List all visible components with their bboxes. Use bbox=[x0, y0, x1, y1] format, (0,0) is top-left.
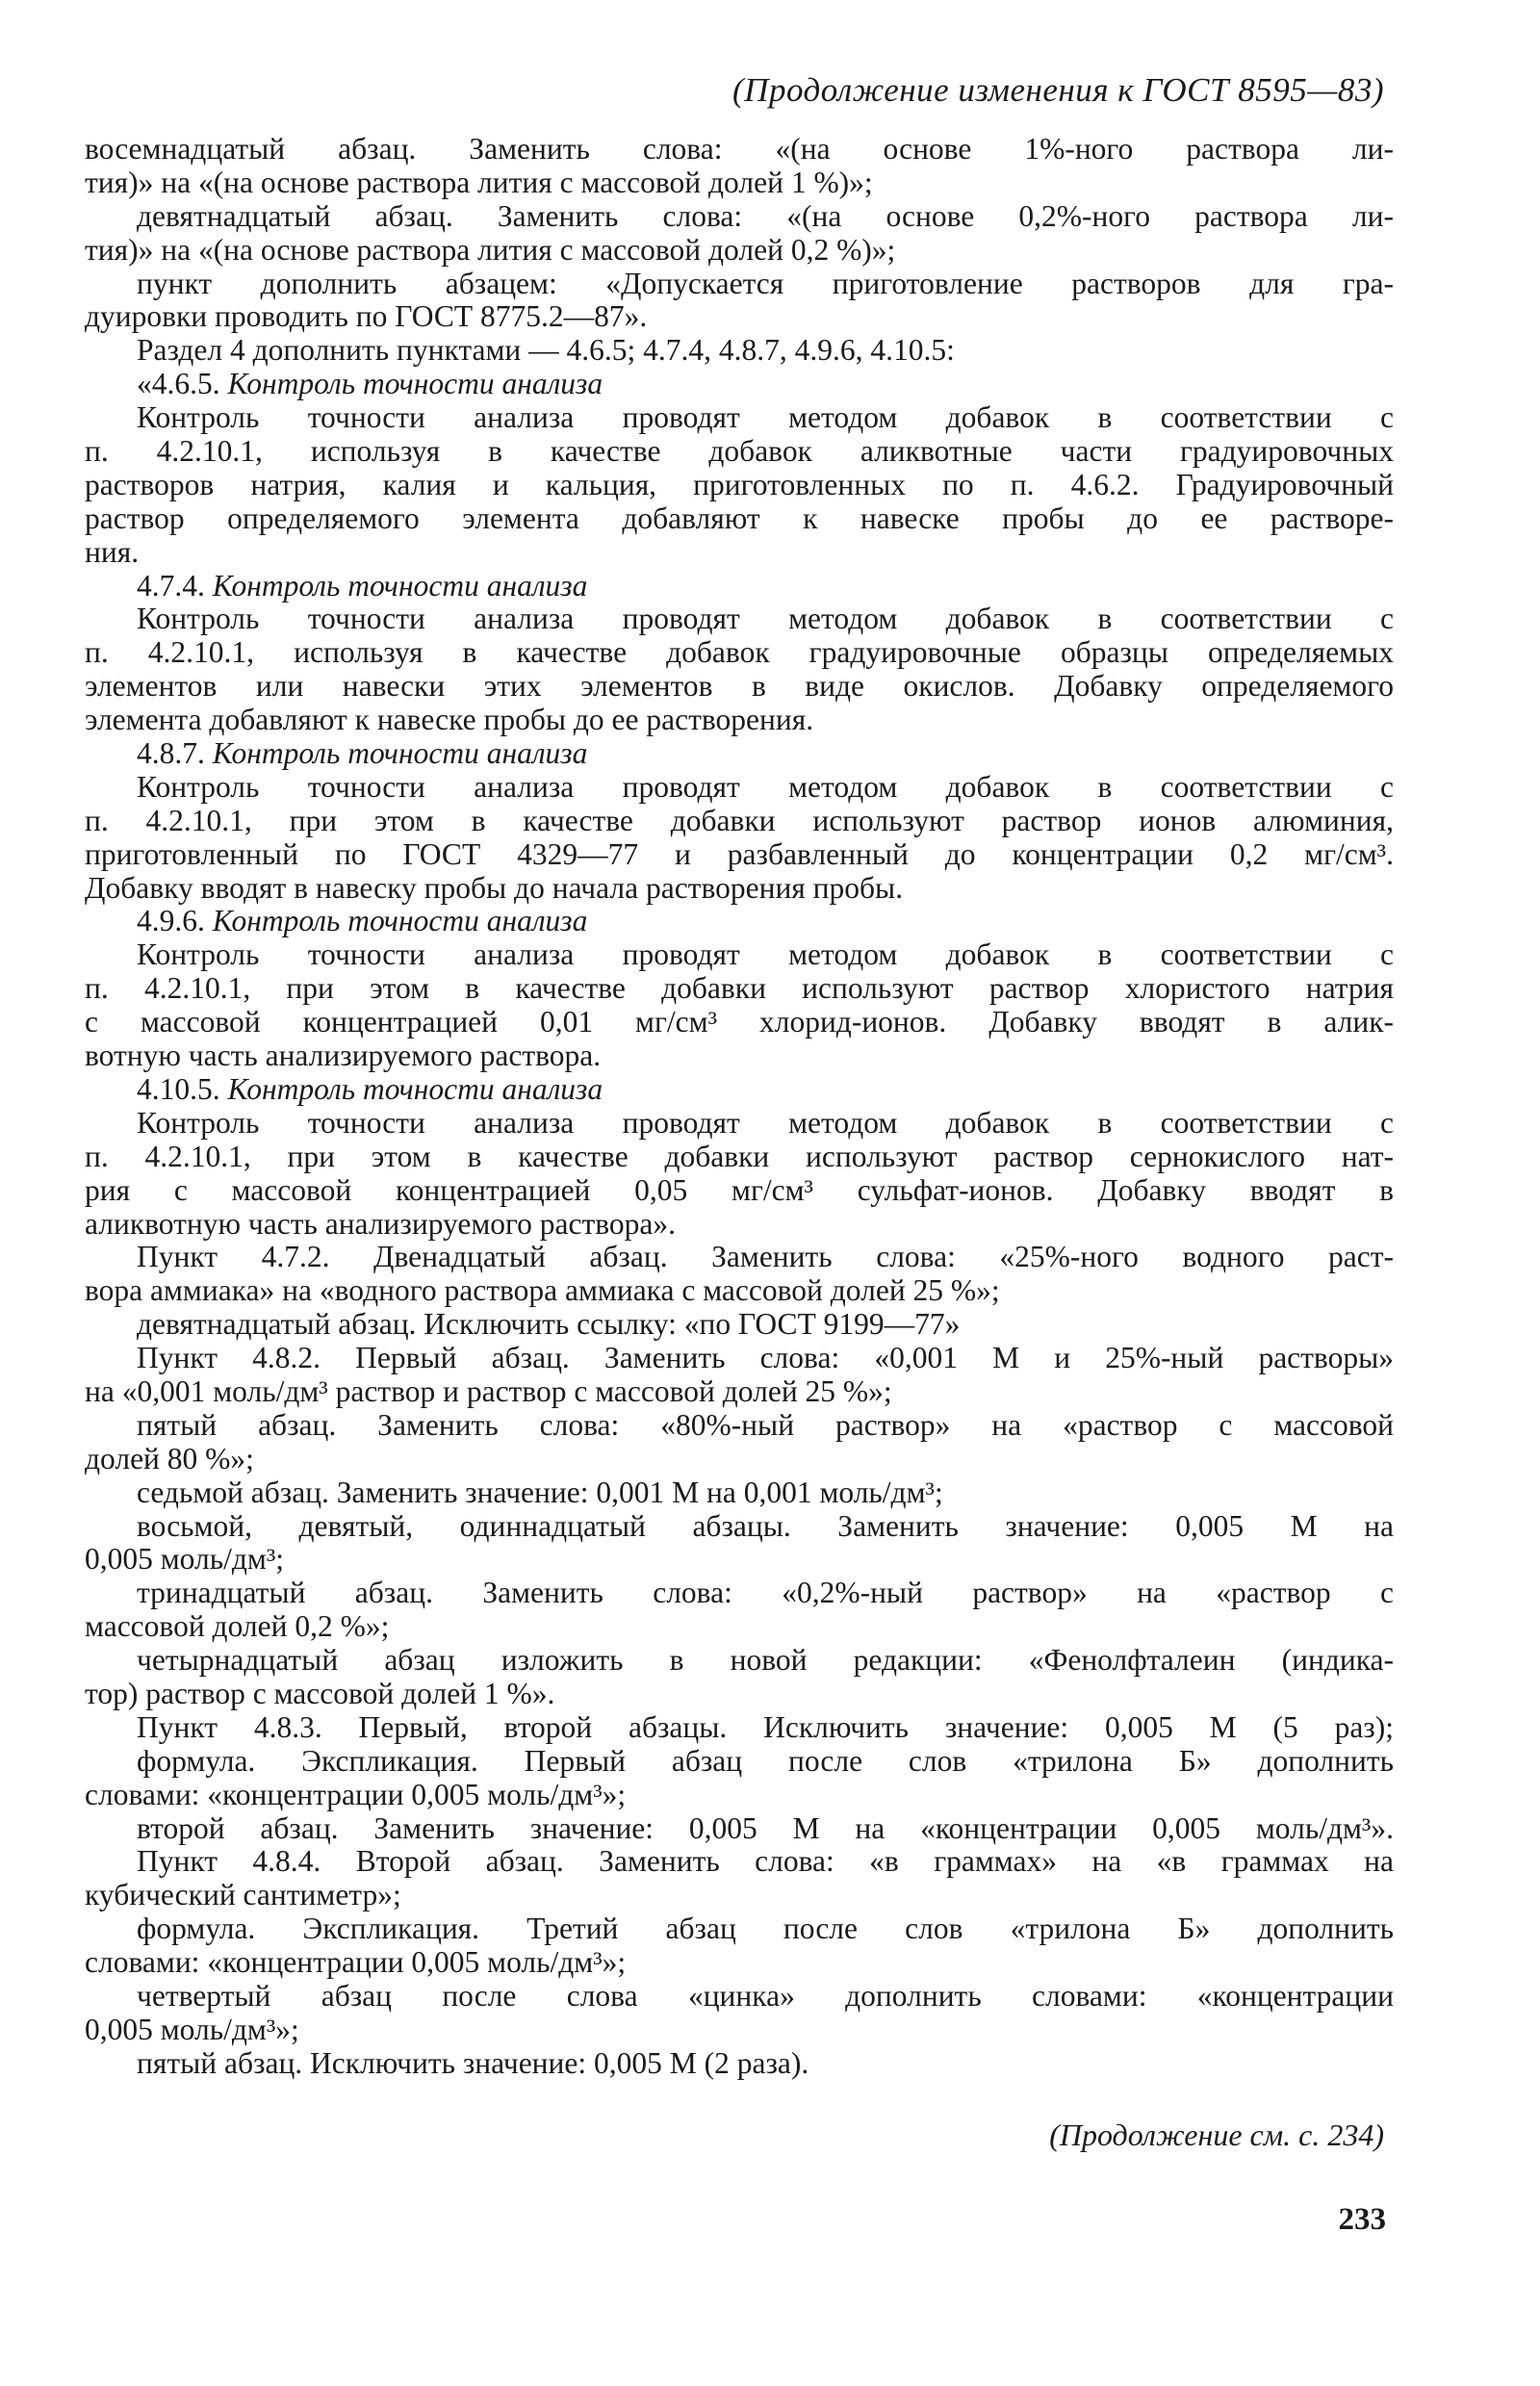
text-line: пункт дополнить абзацем: «Допускается приготовление растворов для гра- bbox=[137, 266, 1394, 300]
text-line: рия с массовой концентрацией 0,05 мг/см³ сульфат-ионов. Добавку вводят в bbox=[85, 1172, 1394, 1207]
text-line: приготовленный по ГОСТ 4329—77 и разбавленный до концентрации 0,2 мг/см³. bbox=[85, 836, 1394, 871]
text-line: аликвотную часть анализируемого раствора». bbox=[85, 1206, 677, 1241]
text-line: ния. bbox=[85, 534, 140, 569]
text-line: Контроль точности анализа проводят методом добавок в соответствии с bbox=[137, 1105, 1394, 1140]
text-line: формула. Экспликация. Первый абзац после слов «трилона Б» дополнить bbox=[137, 1743, 1394, 1778]
document-body bbox=[85, 133, 1394, 2081]
text-line: седьмой абзац. Заменить значение: 0,001 М на 0,001 моль/дм³; bbox=[137, 1475, 943, 1509]
text-line: раствор определяемого элемента добавляют к навеске пробы до ее растворе- bbox=[85, 500, 1394, 535]
text-line: Контроль точности анализа проводят методом добавок в соответствии с bbox=[137, 937, 1394, 972]
text-line: растворов натрия, калия и кальция, приготовленных по п. 4.6.2. Градуировочный bbox=[85, 467, 1394, 501]
text-line: 4.10.5. Контроль точности анализа bbox=[137, 1071, 603, 1106]
text-line: на «0,001 моль/дм³ раствор и раствор с массовой долей 25 %»; bbox=[85, 1373, 892, 1408]
text-line: Контроль точности анализа проводят методом добавок в соответствии с bbox=[137, 602, 1394, 636]
text-line: девятнадцатый абзац. Заменить слова: «(на основе 0,2%-ного раствора ли- bbox=[137, 198, 1394, 233]
text-line: п. 4.2.10.1, при этом в качестве добавки используют раствор сернокислого нат- bbox=[85, 1139, 1394, 1173]
text-line: Контроль точности анализа проводят методом добавок в соответствии с bbox=[137, 769, 1394, 804]
text-line: второй абзац. Заменить значение: 0,005 М на «концентрации 0,005 моль/дм³». bbox=[137, 1810, 1394, 1845]
text-line: вора аммиака» на «водного раствора аммиака с массовой долей 25 %»; bbox=[85, 1273, 1000, 1308]
text-line: тринадцатый абзац. Заменить слова: «0,2%-ный раствор» на «раствор с bbox=[137, 1576, 1394, 1610]
text-line: девятнадцатый абзац. Исключить ссылку: «по ГОСТ 9199—77» bbox=[137, 1307, 961, 1342]
text-line: Добавку вводят в навеску пробы до начала растворения пробы. bbox=[85, 870, 904, 905]
text-line: массовой долей 0,2 %»; bbox=[85, 1609, 390, 1644]
text-line: четырнадцатый абзац изложить в новой редакции: «Фенолфталеин (индика- bbox=[137, 1643, 1394, 1678]
text-line: тия)» на «(на основе раствора лития с массовой долей 0,2 %)»; bbox=[85, 232, 896, 267]
text-line: п. 4.2.10.1, при этом в качестве добавки используют раствор ионов алюминия, bbox=[85, 803, 1394, 837]
text-line: п. 4.2.10.1, используя в качестве добавок аликвотные части градуировочных bbox=[85, 434, 1394, 469]
text-line: «4.6.5. Контроль точности анализа bbox=[137, 367, 603, 401]
text-line: тия)» на «(на основе раствора лития с массовой долей 1 %)»; bbox=[85, 165, 873, 199]
text-line: Раздел 4 дополнить пунктами — 4.6.5; 4.7.4, 4.8.7, 4.9.6, 4.10.5: bbox=[137, 333, 955, 368]
text-line: Пункт 4.8.4. Второй абзац. Заменить слова: «в граммах» на «в граммах на bbox=[137, 1844, 1394, 1879]
text-line: 0,005 моль/дм³; bbox=[85, 1542, 285, 1577]
text-line: элементов или навески этих элементов в виде окислов. Добавку определяемого bbox=[85, 669, 1394, 704]
text-line: 4.8.7. Контроль точности анализа bbox=[137, 736, 588, 771]
text-line: словами: «концентрации 0,005 моль/дм³»; bbox=[85, 1945, 627, 1980]
text-line: кубический сантиметр»; bbox=[85, 1878, 401, 1912]
text-line: Контроль точности анализа проводят методом добавок в соответствии с bbox=[137, 400, 1394, 435]
text-line: Пункт 4.8.3. Первый, второй абзацы. Исключить значение: 0,005 М (5 раз); bbox=[137, 1709, 1394, 1744]
text-line: восьмой, девятый, одиннадцатый абзацы. Заменить значение: 0,005 М на bbox=[137, 1508, 1394, 1543]
text-line: четвертый абзац после слова «цинка» дополнить словами: «концентрации bbox=[137, 1978, 1394, 2013]
page-number: 233 bbox=[1338, 2202, 1386, 2237]
running-header: (Продолжение изменения к ГОСТ 8595—83) bbox=[732, 71, 1384, 109]
text-line: с массовой концентрацией 0,01 мг/см³ хлорид-ионов. Добавку вводят в алик- bbox=[85, 1005, 1394, 1039]
text-line: словами: «концентрации 0,005 моль/дм³»; bbox=[85, 1777, 627, 1811]
text-line: 4.9.6. Контроль точности анализа bbox=[137, 904, 588, 938]
text-line: формула. Экспликация. Третий абзац после слов «трилона Б» дополнить bbox=[137, 1911, 1394, 1946]
text-line: элемента добавляют к навеске пробы до ее растворения. bbox=[85, 703, 814, 737]
text-line: Пункт 4.8.2. Первый абзац. Заменить слова: «0,001 М и 25%-ный растворы» bbox=[137, 1341, 1394, 1375]
continuation-note: (Продолжение см. с. 234) bbox=[1049, 2117, 1384, 2152]
text-line: п. 4.2.10.1, используя в качестве добавок градуировочные образцы определяемых bbox=[85, 635, 1394, 670]
text-line: пятый абзац. Исключить значение: 0,005 М (2 раза). bbox=[137, 2045, 809, 2080]
text-line: пятый абзац. Заменить слова: «80%-ный раствор» на «раствор с массовой bbox=[137, 1407, 1394, 1442]
text-line: п. 4.2.10.1, при этом в качестве добавки используют раствор хлористого натрия bbox=[85, 971, 1394, 1006]
text-line: восемнадцатый абзац. Заменить слова: «(на основе 1%-ного раствора ли- bbox=[85, 132, 1394, 166]
text-line: тор) раствор с массовой долей 1 %». bbox=[85, 1676, 555, 1710]
text-line: вотную часть анализируемого раствора. bbox=[85, 1039, 602, 1073]
text-line: 0,005 моль/дм³»; bbox=[85, 2012, 299, 2046]
text-line: дуировки проводить по ГОСТ 8775.2—87». bbox=[85, 299, 648, 334]
text-line: долей 80 %»; bbox=[85, 1441, 254, 1475]
text-line: Пункт 4.7.2. Двенадцатый абзац. Заменить слова: «25%-ного водного раст- bbox=[137, 1240, 1394, 1274]
text-line: 4.7.4. Контроль точности анализа bbox=[137, 568, 588, 603]
